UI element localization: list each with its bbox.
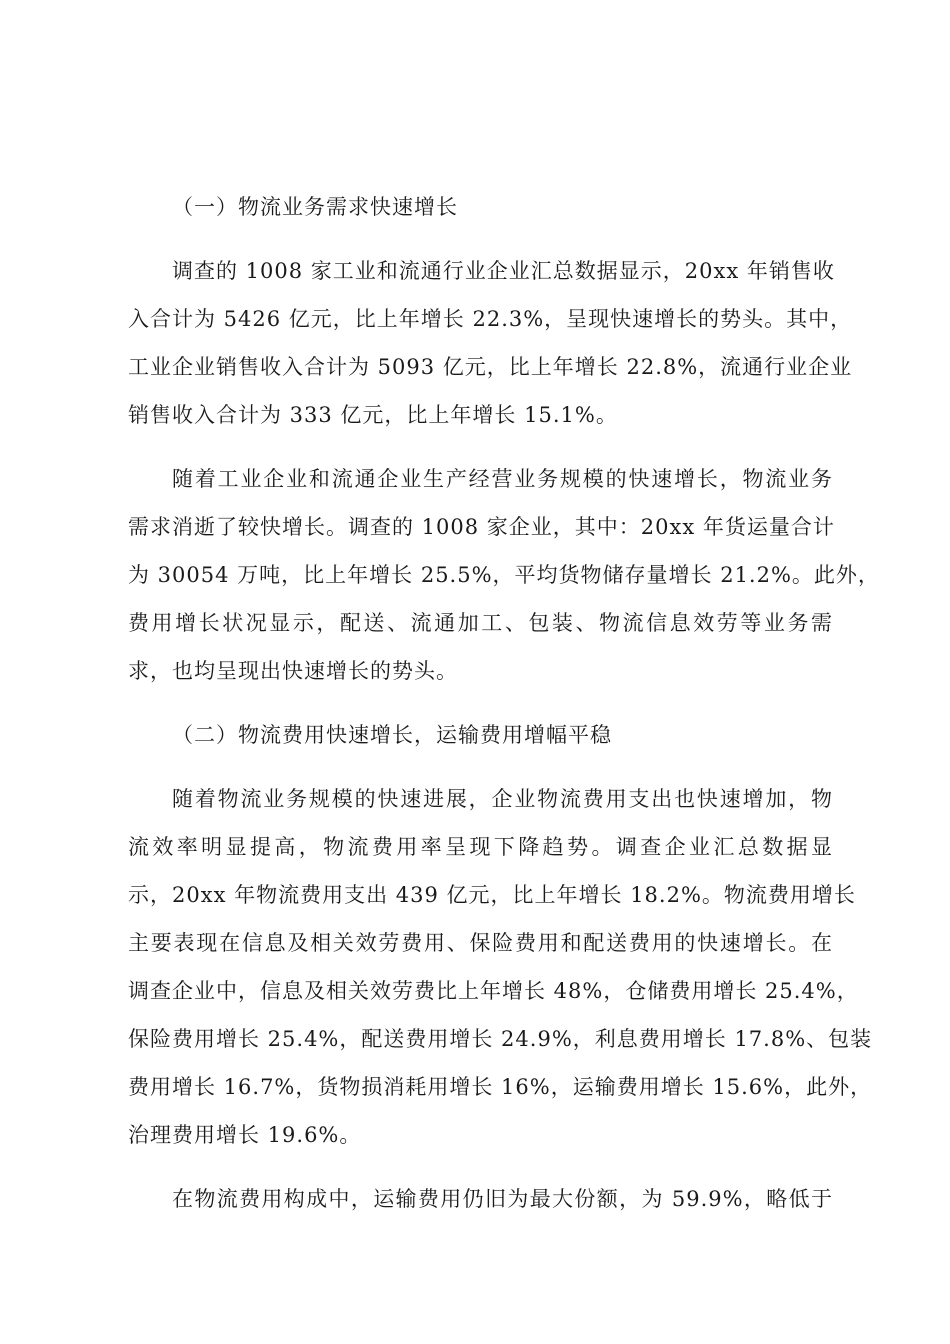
paragraph-line: 需求消逝了较快增长。调查的 1008 家企业，其中：20xx 年货运量合计	[128, 515, 835, 539]
paragraph-gap	[128, 1159, 833, 1175]
document-body	[128, 183, 880, 1223]
paragraph-line: 主要表现在信息及相关效劳费用、保险费用和配送费用的快速增长。在	[128, 931, 833, 955]
paragraph-line: 调查企业中，信息及相关效劳费比上年增长 48%，仓储费用增长 25.4%，	[128, 979, 859, 1003]
paragraph-gap	[128, 695, 833, 711]
section-heading-2: （二）物流费用快速增长，运输费用增幅平稳	[172, 723, 612, 747]
section-heading-1: （一）物流业务需求快速增长	[172, 195, 458, 219]
paragraph-line: 工业企业销售收入合计为 5093 亿元，比上年增长 22.8%，流通行业企业	[128, 355, 853, 379]
paragraph-line: 在物流费用构成中，运输费用仍旧为最大份额，为 59.9%，略低于	[172, 1187, 833, 1211]
paragraph-line: 入合计为 5426 亿元，比上年增长 22.3%，呈现快速增长的势头。其中，	[128, 307, 853, 331]
paragraph-line: 费用增长状况显示，配送、流通加工、包装、物流信息效劳等业务需	[128, 611, 833, 635]
paragraph-gap	[128, 439, 833, 455]
paragraph-line: 费用增长 16.7%，货物损消耗用增长 16%，运输费用增长 15.6%，此外，	[128, 1075, 873, 1099]
paragraph-line: 保险费用增长 25.4%，配送费用增长 24.9%，利息费用增长 17.8%、包装	[128, 1027, 873, 1051]
paragraph-gap	[128, 759, 833, 775]
paragraph-line: 销售收入合计为 333 亿元，比上年增长 15.1%。	[128, 403, 618, 427]
paragraph-gap	[128, 231, 833, 247]
paragraph-line: 随着工业企业和流通企业生产经营业务规模的快速增长，物流业务	[172, 467, 833, 491]
paragraph-line: 示，20xx 年物流费用支出 439 亿元，比上年增长 18.2%。物流费用增长	[128, 883, 856, 907]
paragraph-line: 随着物流业务规模的快速进展，企业物流费用支出也快速增加，物	[172, 787, 833, 811]
paragraph-line: 调查的 1008 家工业和流通行业企业汇总数据显示，20xx 年销售收	[172, 259, 835, 283]
paragraph-line: 求，也均呈现出快速增长的势头。	[128, 659, 458, 683]
paragraph-line: 为 30054 万吨，比上年增长 25.5%，平均货物储存量增长 21.2%。此外，	[128, 563, 880, 587]
paragraph-line: 治理费用增长 19.6%。	[128, 1123, 362, 1147]
paragraph-line: 流效率明显提高，物流费用率呈现下降趋势。调查企业汇总数据显	[128, 835, 833, 859]
